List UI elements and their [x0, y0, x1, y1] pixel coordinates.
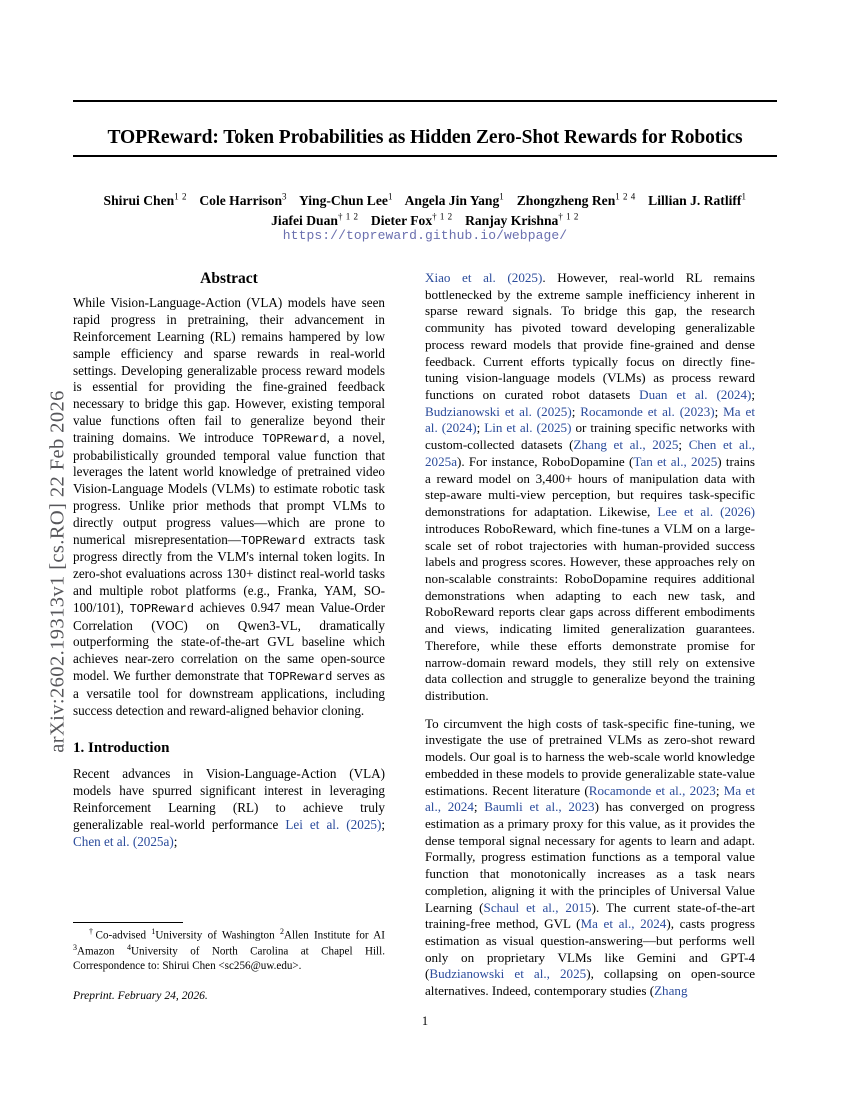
introduction-paragraph-1-continued: [425, 270, 755, 705]
abstract-heading: Abstract: [200, 270, 258, 287]
left-column: [73, 270, 385, 862]
page-title: TOPReward: Token Probabilities as Hidden Zero-Shot Rewards for Robotics: [107, 127, 743, 149]
citation-link[interactable]: Ma et al. (2024): [425, 403, 755, 436]
abstract-text: [73, 295, 385, 719]
title-rule-top: [73, 100, 777, 102]
page-number: 1: [421, 1014, 429, 1028]
text-fragment: Allen Institute for AI: [283, 929, 385, 942]
citation-link[interactable]: Ma et al., 2024: [580, 916, 667, 932]
affiliation-mark: 3: [73, 943, 77, 953]
author-name: Dieter Fox: [370, 212, 433, 228]
author-name: Lillian J. Ratliff: [648, 192, 742, 208]
introduction-paragraph-2: [425, 716, 755, 1000]
section-heading-introduction: 1. Introduction: [73, 740, 170, 757]
text-fragment: ). For instance, RoboDopamine (: [457, 453, 634, 469]
citation-link[interactable]: Chen et al. (2025a): [73, 833, 174, 849]
abstract-fragment: While Vision-Language-Action (VLA) models have seen rapid progress in pretraining, their advancement in Reinforcement Learning (RL) remains hampered by low sample efficiency and sparse rewards in real-world settings. Developing generalizable process reward models is essential for providing the fine-grained feedback necessary to bridge this gap. However, existing temporal value functions often fail to generalize beyond their training domains. We introduce: [73, 295, 385, 445]
text-fragment: University of Washington: [155, 929, 280, 942]
text-fragment: ) trains a reward model on 3,400+ hours of manipulation data with step-aware multi-view perception, but requires task-specific demonstrations for adaptation. Likewise,: [425, 453, 755, 520]
arxiv-stamp: arXiv:2602.19313v1 [cs.RO] 22 Feb 2026: [46, 390, 69, 753]
affiliation-mark: 2: [279, 927, 284, 937]
introduction-paragraph-1: [73, 766, 385, 850]
author-affiliation-mark: 1: [499, 191, 505, 201]
text-fragment: ;: [381, 817, 385, 833]
citation-link[interactable]: Budzianowski et al., 2025: [429, 966, 587, 982]
text-fragment: ;: [476, 420, 485, 436]
author-entry: [405, 193, 505, 208]
citation-link[interactable]: Tan et al., 2025: [633, 453, 718, 469]
author-name: Jiafei Duan: [271, 212, 338, 228]
author-name: Angela Jin Yang: [404, 192, 500, 208]
text-fragment: . However, real-world RL remains bottlenecked by the extreme sample inefficiency inherent in sparse reward signals. To bridge this gap, the research community has pivoted toward developing generalizable process reward models that provide fine-grained and dense feedback. Current efforts typically focus on directly fine-tuning vision-language models (VLMs) as process reward functions on curated robot datasets: [425, 270, 755, 403]
author-name: Cole Harrison: [199, 192, 283, 208]
text-fragment: or training specific networks with custom-collected datasets (: [425, 420, 756, 453]
author-affiliation-mark: † 1 2: [432, 211, 453, 222]
text-fragment: ), casts progress estimation as visual question-answering—but performs well only on proprietary VLMs like Gemini and GPT-4 (: [425, 916, 755, 982]
abstract-fragment: extracts task progress directly from the VLM's internal token logits. In zero-shot evaluations across 130+ distinct real-world tasks and multiple robot platforms (e.g., Franka, YAM, SO-100/101),: [73, 531, 385, 616]
dagger-mark: †: [88, 927, 96, 937]
citation-link[interactable]: Budzianowski et al. (2025): [425, 403, 572, 419]
text-fragment: ;: [473, 799, 485, 815]
abstract-fragment: , a novel, probabilistically grounded temporal value function that leverages the latent world knowledge of pretrained video Vision-Language Models (VLMs) to estimate robotic task progress. Unlike prior methods that prompt VLMs to directly output progress values—which are prone to numerical misrepresentation—: [73, 430, 385, 547]
author-list: [73, 190, 777, 230]
citation-link[interactable]: Duan et al. (2024): [639, 387, 752, 403]
text-fragment: ;: [715, 782, 724, 798]
project-url-link[interactable]: https://topreward.github.io/webpage/: [282, 228, 568, 243]
method-name: TOPReward: [240, 533, 306, 548]
text-fragment: ;: [571, 403, 581, 419]
author-entry: [199, 193, 287, 208]
preprint-note: Preprint. February 24, 2026.: [73, 988, 208, 1002]
author-affiliation-mark: 1 2: [174, 191, 187, 201]
text-fragment: ;: [714, 403, 724, 419]
method-name: TOPReward: [262, 432, 327, 446]
author-entry: [104, 193, 187, 208]
affiliation-mark: 4: [126, 943, 131, 953]
author-line-1: [73, 190, 777, 210]
citation-link[interactable]: Lei et al. (2025): [285, 817, 382, 833]
author-name: Zhongzheng Ren: [516, 192, 616, 208]
author-name: Ying-Chun Lee: [298, 192, 388, 208]
text-fragment: ;: [751, 387, 755, 403]
citation-link[interactable]: Lin et al. (2025): [484, 420, 572, 436]
right-column: [425, 270, 755, 1011]
author-affiliation-mark: 1: [387, 191, 393, 201]
author-entry: [648, 193, 746, 208]
author-name: Shirui Chen: [103, 192, 175, 208]
text-fragment: ;: [173, 833, 178, 849]
author-affiliation-mark: 1 2 4: [615, 191, 636, 201]
citation-link[interactable]: Lee et al. (2026): [657, 504, 756, 520]
author-affiliation-mark: 1: [741, 191, 747, 201]
text-fragment: ) has converged on progress estimation as a primary proxy for this value, as it provides the dense temporal signal necessary for agents to learn and adapt. Formally, progress estimation functions as a temporal value function that monotonically increases as a task nears completion, aligning it with the principles of Universal Value Learning (: [425, 799, 755, 915]
text-fragment: ). The current state-of-the-art training-free method, GVL (: [425, 899, 755, 932]
text-fragment: Recent advances in Vision-Language-Action (VLA) models have spurred significant interest in leveraging Reinforcement Learning (RL) to achieve truly generalizable real-world performance: [73, 766, 385, 833]
citation-link[interactable]: Rocamonde et al., 2023: [588, 782, 716, 798]
author-entry: [465, 213, 579, 228]
citation-link[interactable]: Baumli et al., 2023: [484, 799, 595, 815]
text-fragment: Co-advised: [95, 929, 152, 942]
citation-link[interactable]: Rocamonde et al. (2023): [580, 403, 715, 419]
citation-link[interactable]: Zhang: [654, 983, 688, 999]
text-fragment: Amazon: [77, 945, 127, 958]
text-fragment: To circumvent the high costs of task-specific fine-tuning, we investigate the use of pretrained VLMs as zero-shot reward models. Our goal is to harness the web-scale world knowledge embedded in these models to provide generalizable state-value estimations. Recent literature (: [425, 715, 755, 798]
author-affiliation-mark: † 1 2: [558, 211, 579, 222]
method-name: TOPReward: [267, 670, 333, 685]
method-name: TOPReward: [129, 602, 194, 617]
citation-link[interactable]: Ma et al., 2024: [425, 782, 755, 815]
author-name: Ranjay Krishna: [465, 212, 559, 228]
citation-link[interactable]: Zhang et al., 2025: [573, 437, 679, 453]
text-fragment: introduces RoboReward, which fine-tunes a VLM on a large-scale set of robot trajectories with human-provided success labels and progress scores. However, these approaches rely on non-scalable constraints: RoboDopamine requires additional demonstrations when adapting to each new task, and RoboReward reports clear gaps across different embodiments and views, indicating limited generalization guarantees. Therefore, while these efforts demonstrate promise for narrow-domain reward models, they still rely on extensive data collection and struggle to generalize beyond the training distribution.: [425, 520, 755, 703]
footnote-affiliations: [73, 927, 385, 974]
author-entry: [299, 193, 393, 208]
title-rule-bottom: [73, 155, 777, 157]
text-fragment: University of North Carolina at Chapel Hill. Correspondence to: Shirui Chen <sc256@uw.edu>.: [73, 945, 385, 973]
footnote-block: [73, 922, 385, 1002]
citation-link[interactable]: Schaul et al., 2015: [483, 899, 592, 915]
abstract-fragment: achieves 0.947 mean Value-Order Correlation (VOC) on Qwen3-VL, dramatically outperforming the state-of-the-art GVL baseline which achieves near-zero correlation on the same open-source model. We further demonstrate that: [73, 600, 385, 684]
author-entry: [271, 213, 358, 228]
affiliation-mark: 1: [151, 927, 156, 937]
footnote-separator-rule: [73, 922, 183, 923]
abstract-fragment: serves as a versatile tool for downstream applications, including success detection and reward-aligned behavior cloning.: [73, 668, 385, 718]
text-fragment: ), collapsing on open-source alternatives. Indeed, contemporary studies (: [425, 966, 756, 999]
author-affiliation-mark: † 1 2: [337, 211, 359, 222]
citation-link[interactable]: Xiao et al. (2025): [425, 270, 543, 285]
citation-link[interactable]: Chen et al., 2025a: [425, 437, 756, 469]
author-entry: [517, 193, 636, 208]
text-fragment: ;: [678, 437, 689, 453]
author-entry: [371, 213, 453, 228]
author-affiliation-mark: 3: [282, 191, 288, 201]
